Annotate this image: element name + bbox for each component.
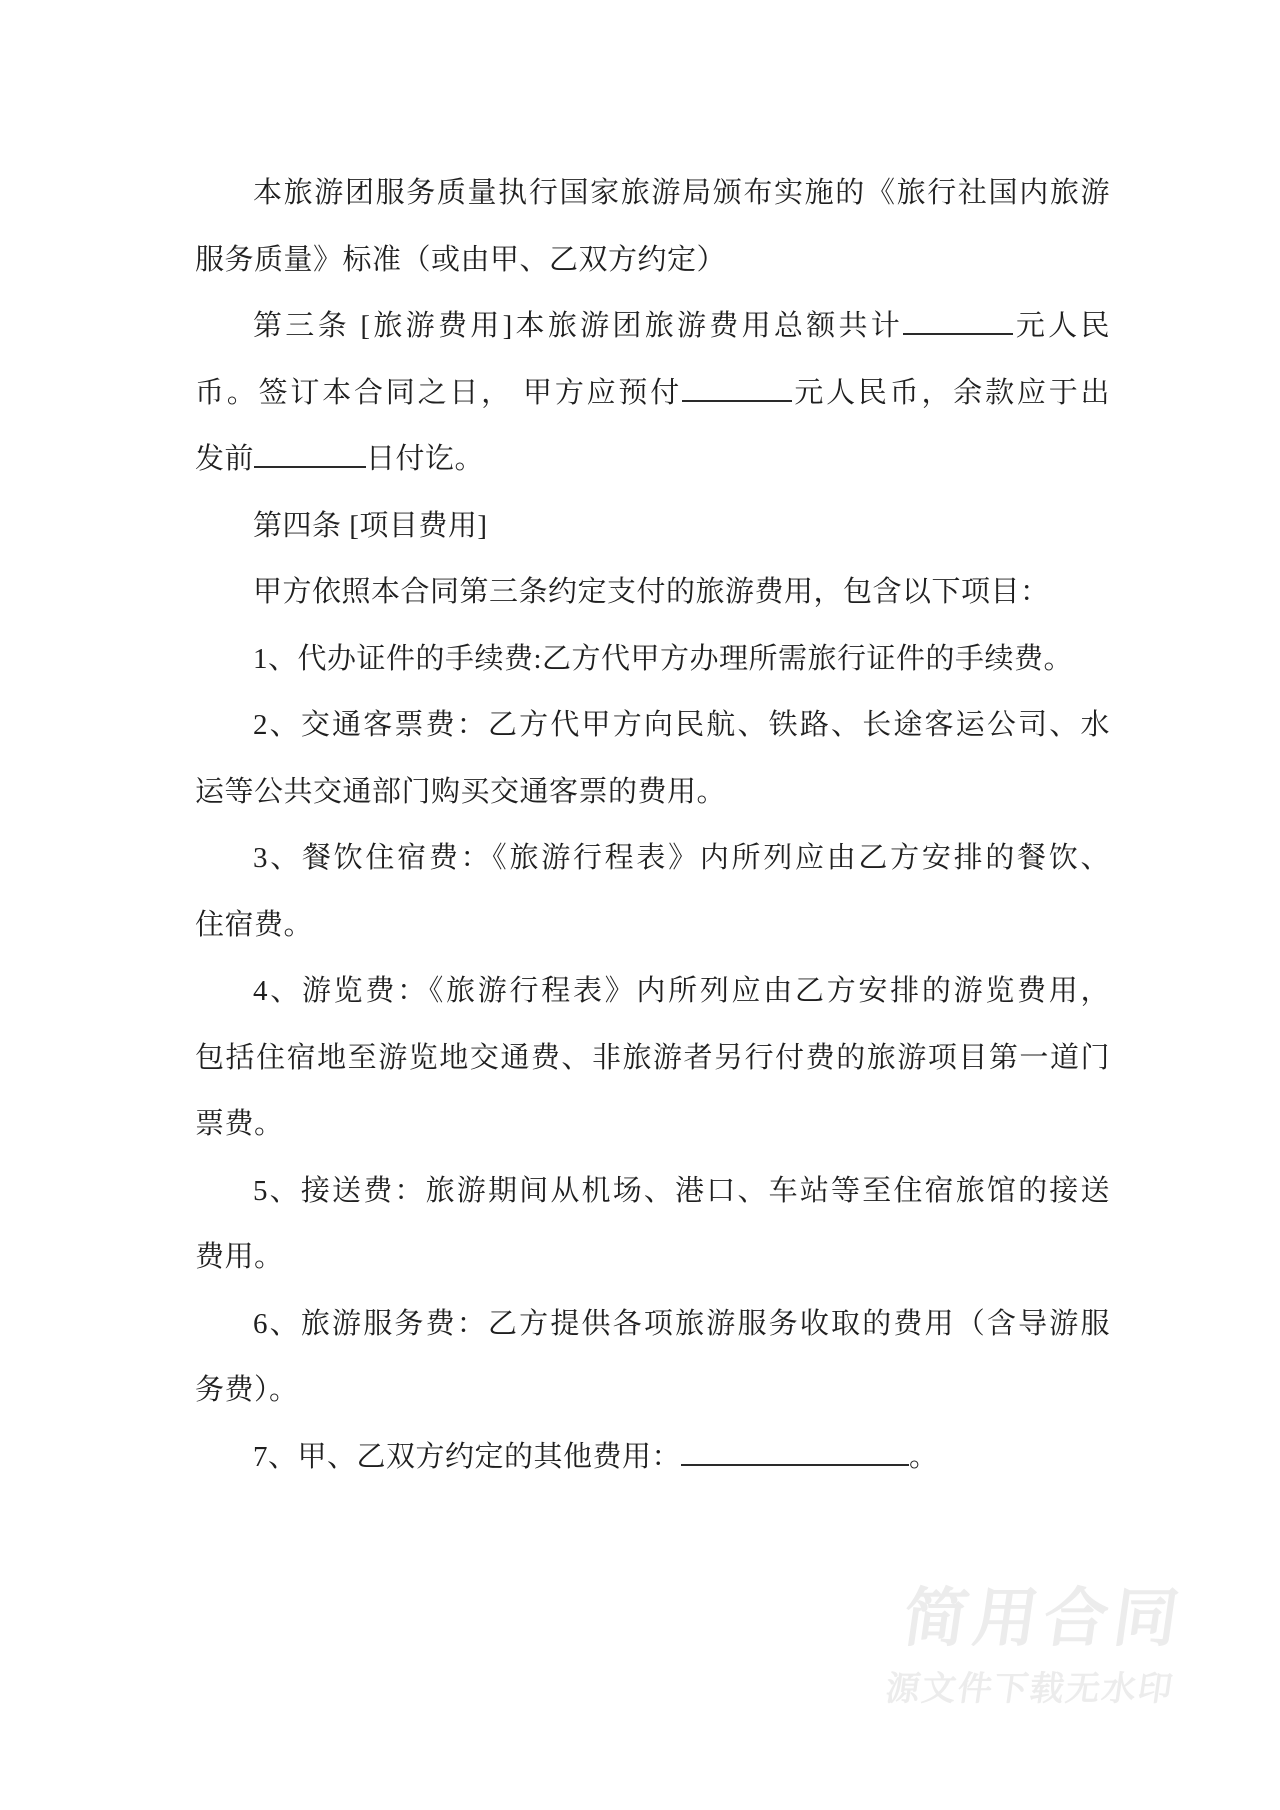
- line-text: 日付讫。: [366, 443, 485, 475]
- line-text: 费用。: [195, 1241, 284, 1273]
- line-text: 7、甲、乙双方约定的其他费用：: [253, 1440, 682, 1473]
- contract-line: [195, 160, 1110, 227]
- line-text: 包括住宿地至游览地交通费、非旅游者另行付费的旅游项目第一道门: [195, 1041, 1110, 1074]
- line-text: 服务质量》标准（或由甲、乙双方约定）: [195, 243, 727, 276]
- line-text: 住宿费。: [195, 908, 314, 941]
- line-text: 4、游览费：《旅游行程表》内所列应由乙方安排的游览费用，: [253, 975, 1110, 1007]
- line-text: 5、接送费：旅游期间从机场、港口、车站等至住宿旅馆的接送: [253, 1174, 1110, 1207]
- line-text: 务费）。: [195, 1374, 299, 1406]
- line-text: 元人民: [1013, 310, 1110, 342]
- contract-line: [195, 227, 1110, 294]
- watermark-subtitle: 源文件下载无水印: [883, 1670, 1177, 1708]
- line-text: 币。签订本合同之日， 甲方应预付: [195, 376, 683, 409]
- contract-line: [195, 426, 1110, 493]
- line-text: 本旅游团服务质量执行国家旅游局颁布实施的《旅行社国内旅游: [253, 177, 1110, 209]
- line-text: 3、餐饮住宿费：《旅游行程表》内所列应由乙方安排的餐饮、: [253, 842, 1110, 874]
- fill-in-blank: [903, 330, 1013, 335]
- contract-line: [195, 493, 1110, 560]
- contract-line: [195, 1357, 1110, 1424]
- contract-line: [195, 1224, 1110, 1291]
- contract-body: [195, 160, 1110, 1490]
- contract-line: [195, 1291, 1110, 1358]
- contract-line: [195, 293, 1110, 360]
- line-text: 2、交通客票费：乙方代甲方向民航、铁路、长途客运公司、水: [253, 709, 1110, 741]
- contract-line: [195, 1424, 1110, 1491]
- watermark-title: 简用合同: [898, 1582, 1189, 1654]
- contract-line: [195, 759, 1110, 826]
- fill-in-blank: [682, 397, 792, 402]
- contract-line: [195, 626, 1110, 693]
- fill-in-blank: [254, 463, 366, 468]
- contract-line: [195, 892, 1110, 959]
- line-text: 。: [909, 1440, 939, 1473]
- contract-line: [195, 825, 1110, 892]
- line-text: 第四条 [项目费用]: [253, 509, 488, 542]
- contract-line: [195, 360, 1110, 427]
- line-text: 6、旅游服务费：乙方提供各项旅游服务收取的费用（含导游服: [253, 1307, 1110, 1340]
- line-text: 第三条 [旅游费用]本旅游团旅游费用总额共计: [253, 310, 904, 342]
- watermark: [883, 1582, 1189, 1708]
- line-text: 运等公共交通部门购买交通客票的费用。: [195, 775, 727, 808]
- contract-line: [195, 559, 1110, 626]
- line-text: 1、代办证件的手续费:乙方代甲方办理所需旅行证件的手续费。: [253, 642, 1074, 675]
- contract-line: [195, 1158, 1110, 1225]
- contract-line: [195, 1025, 1110, 1092]
- line-text: 发前: [195, 443, 255, 475]
- contract-line: [195, 958, 1110, 1025]
- line-text: 甲方依照本合同第三条约定支付的旅游费用，包含以下项目：: [253, 576, 1050, 608]
- line-text: 元人民币，余款应于出: [792, 376, 1110, 409]
- contract-line: [195, 1091, 1110, 1158]
- contract-line: [195, 692, 1110, 759]
- line-text: 票费。: [195, 1108, 284, 1140]
- fill-in-blank: [681, 1461, 909, 1466]
